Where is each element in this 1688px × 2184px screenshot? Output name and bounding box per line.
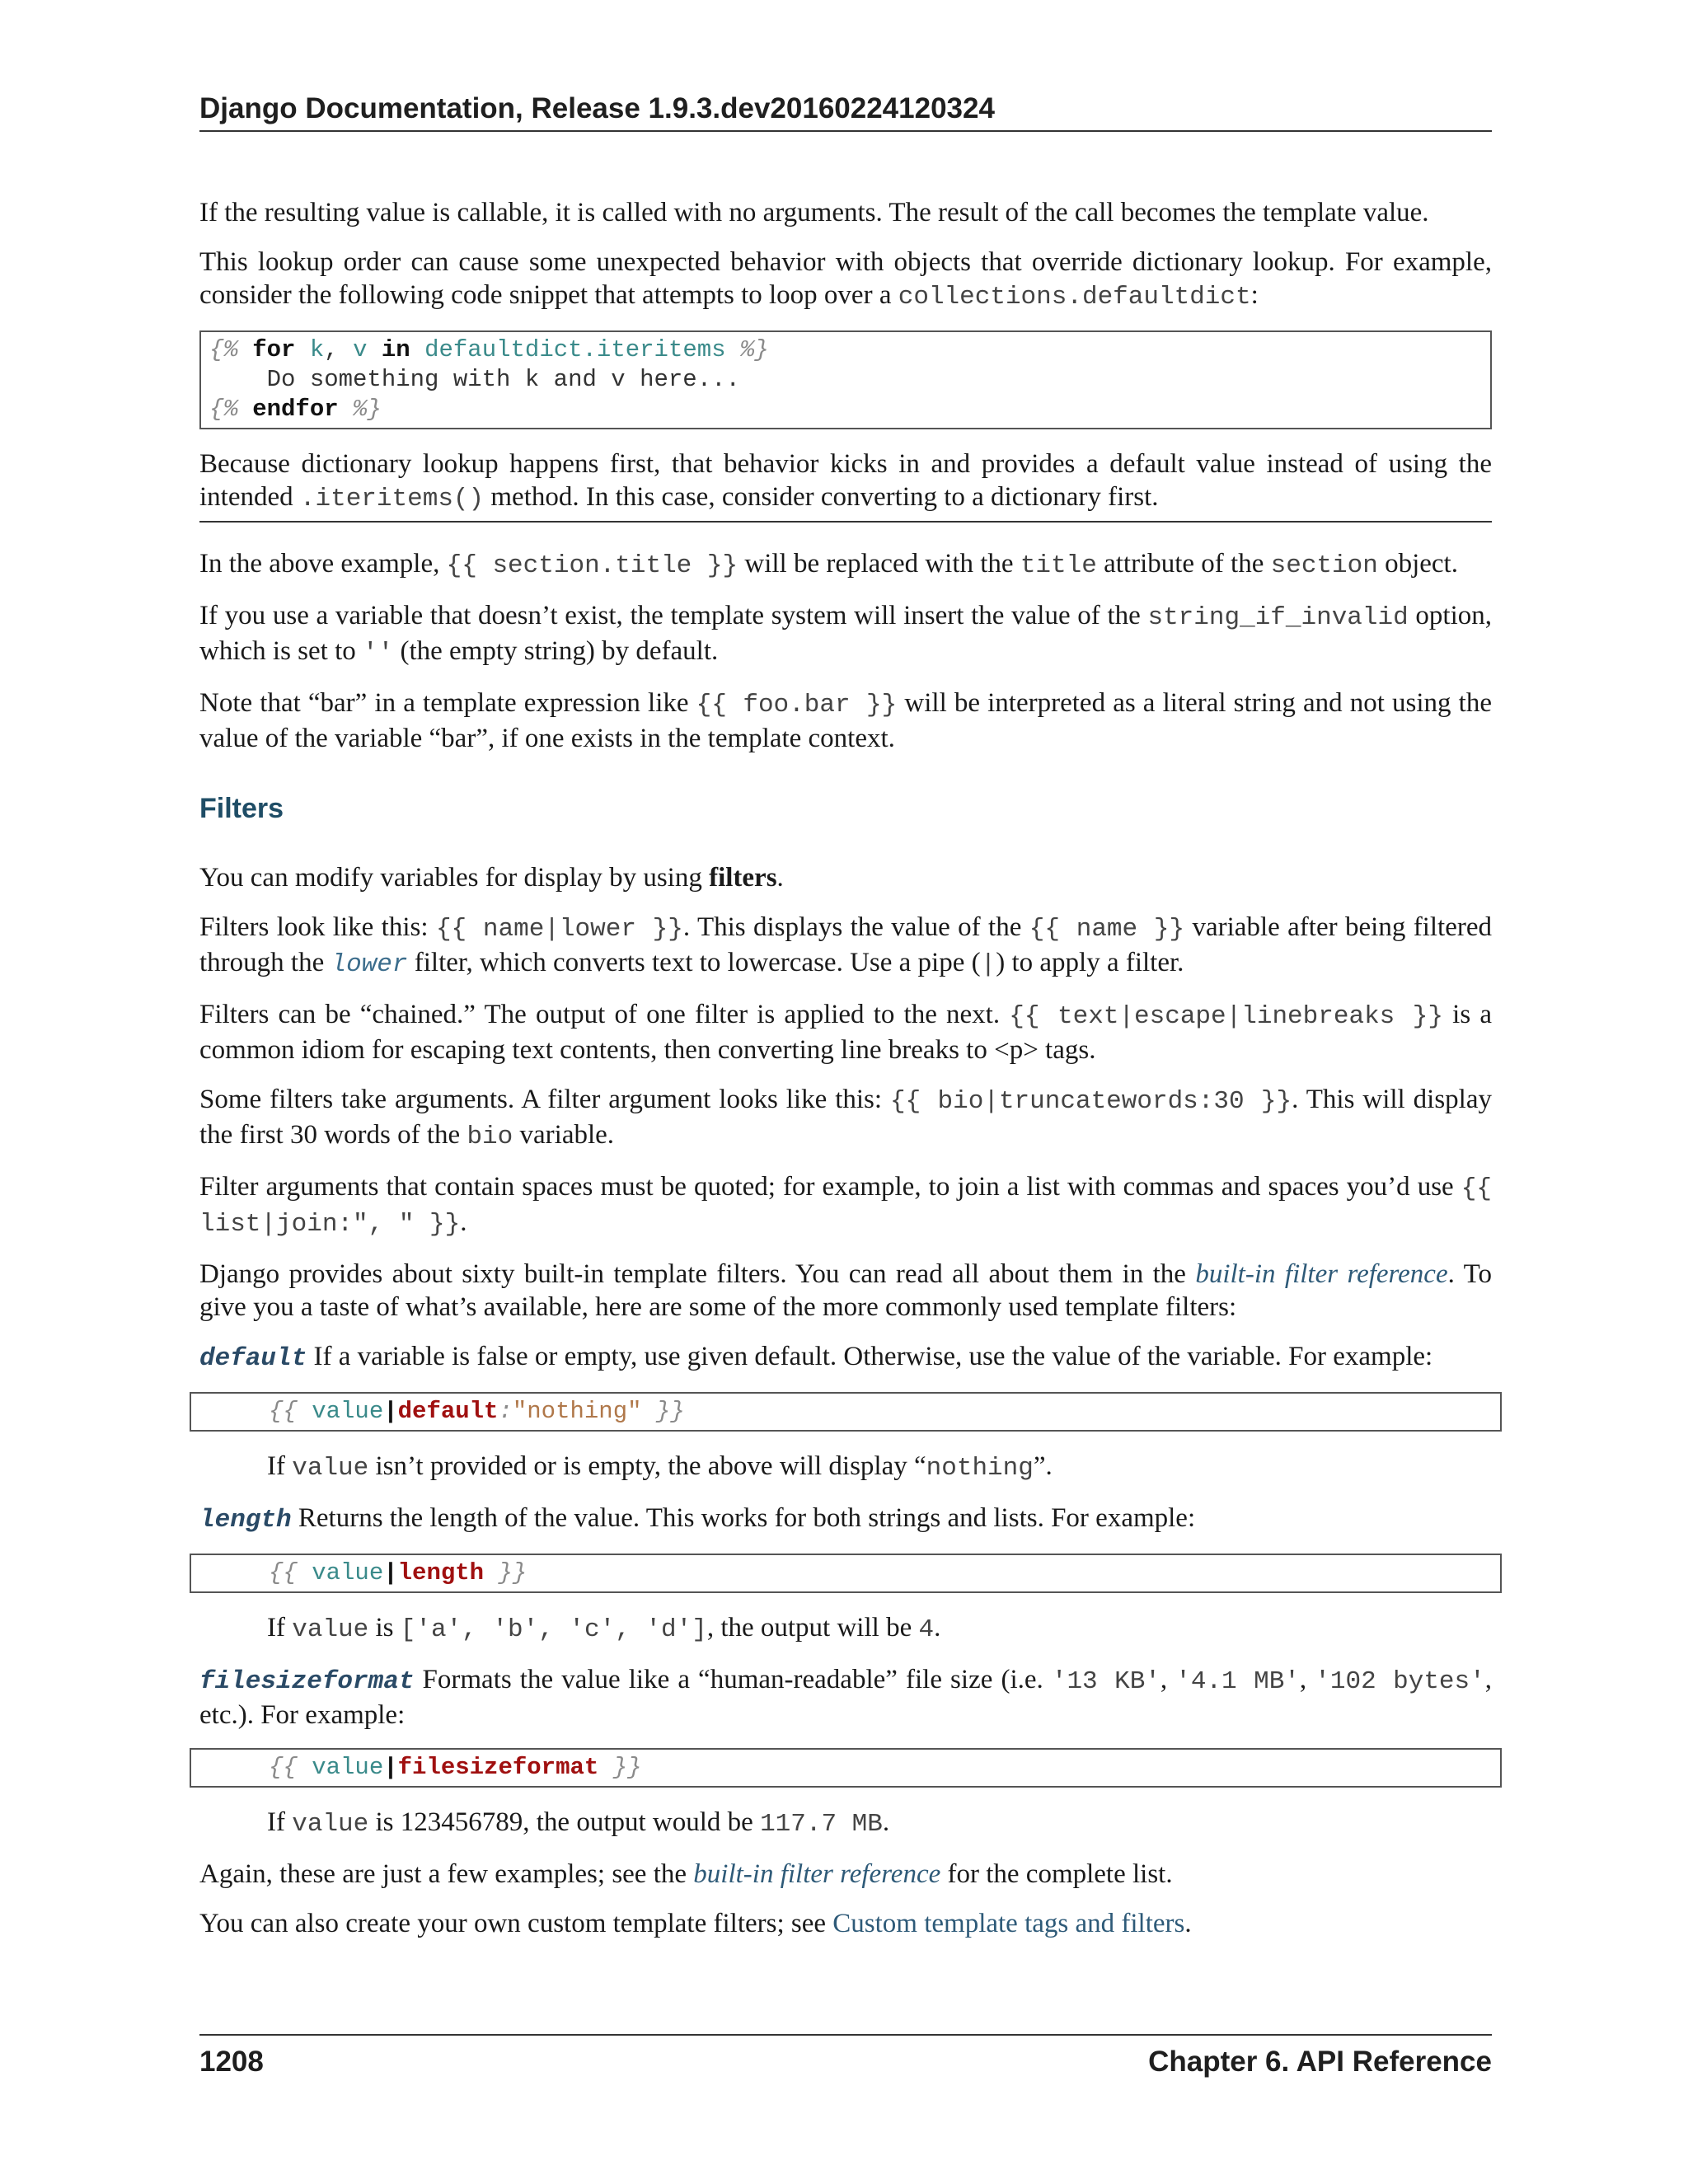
- link-builtin-filter-reference[interactable]: built-in filter reference: [1195, 1259, 1448, 1289]
- paragraph: Filters can be “chained.” The output of one filter is applied to the next. {{ text|escape|linebreaks }} is a common idiom for escaping text contents, then converting line breaks to <p> tags.: [199, 1000, 1492, 1065]
- paragraph: You can also create your own custom template filters; see Custom template tags and filters.: [199, 1909, 1192, 1938]
- link-builtin-filter-reference[interactable]: built-in filter reference: [693, 1859, 941, 1889]
- definition-term-filesizeformat: filesizeformat Formats the value like a “human-readable” file size (i.e. '13 KB', '4.1 MB', '102 bytes', etc.). For example:: [199, 1665, 1492, 1730]
- link-lower-filter[interactable]: lower: [331, 950, 408, 979]
- page-number: 1208: [199, 2046, 264, 2078]
- inline-code: .iteritems(): [299, 485, 485, 513]
- term-length[interactable]: length: [199, 1506, 292, 1535]
- paragraph: You can modify variables for display by using filters.: [199, 863, 784, 893]
- paragraph: Filter arguments that contain spaces must be quoted; for example, to join a list with commas and spaces you’d use {{ list|join:", " }}.: [199, 1172, 1492, 1239]
- definition-detail: If value is 123456789, the output would be 117.7 MB.: [267, 1807, 890, 1839]
- page-content: [199, 196, 1492, 1957]
- code-block-default: {{ value|default:"nothing" }}: [190, 1392, 1502, 1432]
- term-default[interactable]: default: [199, 1344, 307, 1373]
- paragraph: Again, these are just a few examples; see the built-in filter reference for the complete list.: [199, 1859, 1173, 1889]
- code-block: {% for k, v in defaultdict.iteritems %} Do something with k and v here... {% endfor %}: [199, 330, 1492, 429]
- paragraph: Django provides about sixty built-in template filters. You can read all about them in the built-in filter reference. To give you a taste of what’s available, here are some of the more commonly used template filters:: [199, 1259, 1493, 1322]
- definition-detail: If value is ['a', 'b', 'c', 'd'], the output will be 4.: [267, 1613, 941, 1644]
- code-block-length: {{ value|length }}: [190, 1554, 1502, 1593]
- definition-detail: If value isn’t provided or is empty, the above will display “nothing”.: [267, 1451, 1053, 1483]
- paragraph: Because dictionary lookup happens first, that behavior kicks in and provides a default value instead of using the intended .iteritems() method. In this case, consider converting to a dictionary first.: [199, 448, 1492, 523]
- paragraph: Filters look like this: {{ name|lower }}. This displays the value of the {{ name }} variable after being filtered through the lower filter, which converts text to lowercase. Use a pipe (|) to apply a filter.: [199, 912, 1492, 979]
- paragraph: Note that “bar” in a template expression like {{ foo.bar }} will be interpreted as a literal string and not using the value of the variable “bar”, if one exists in the template context.: [199, 688, 1493, 753]
- code-block-filesizeformat: {{ value|filesizeformat }}: [190, 1748, 1502, 1788]
- running-header: Django Documentation, Release 1.9.3.dev20160224120324: [199, 92, 1492, 132]
- definition-term-length: length Returns the length of the value. This works for both strings and lists. For example:: [199, 1503, 1196, 1535]
- inline-code: collections.defaultdict: [898, 283, 1251, 312]
- term-filesizeformat[interactable]: filesizeformat: [199, 1667, 415, 1696]
- section-heading-filters: Filters: [199, 793, 284, 824]
- running-footer: [199, 2034, 1492, 2079]
- paragraph: In the above example, {{ section.title }} will be replaced with the title attribute of the section object.: [199, 549, 1458, 580]
- chapter-title: Chapter 6. API Reference: [1148, 2046, 1492, 2078]
- definition-term-default: default If a variable is false or empty, use given default. Otherwise, use the value of the variable. For example:: [199, 1342, 1433, 1373]
- link-custom-template-tags[interactable]: Custom template tags and filters: [832, 1909, 1185, 1938]
- paragraph: This lookup order can cause some unexpected behavior with objects that override dictionary lookup. For example, consider the following code snippet that attempts to loop over a collections.defaultdict:: [199, 247, 1492, 312]
- paragraph: If you use a variable that doesn’t exist, the template system will insert the value of the string_if_invalid option, which is set to '' (the empty string) by default.: [199, 601, 1493, 668]
- paragraph: If the resulting value is callable, it is called with no arguments. The result of the call becomes the template value.: [199, 198, 1429, 227]
- paragraph: Some filters take arguments. A filter argument looks like this: {{ bio|truncatewords:30 }}. This will display the first 30 words of the bio variable.: [199, 1085, 1492, 1151]
